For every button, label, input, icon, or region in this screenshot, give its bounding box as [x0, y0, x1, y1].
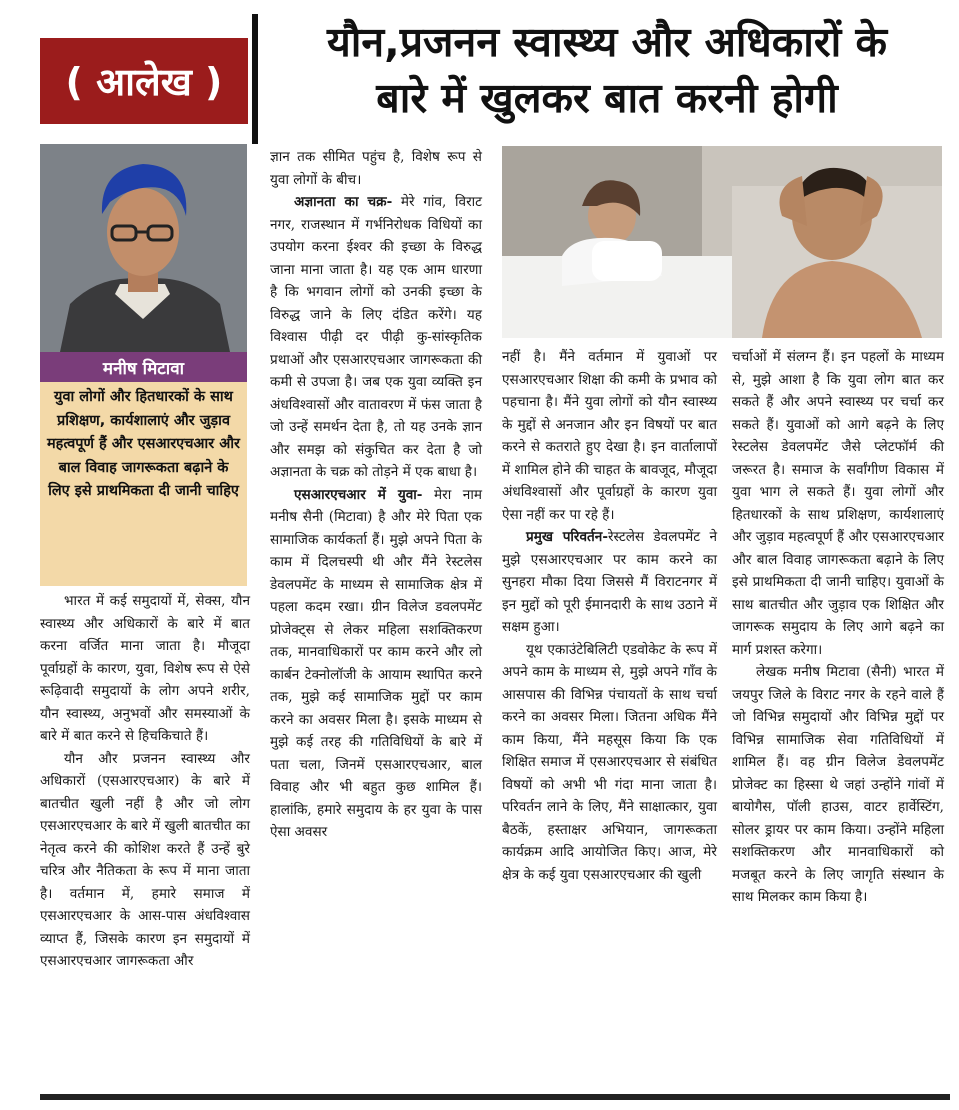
author-name: मनीष मिटावा — [102, 358, 185, 379]
paragraph: यूथ एकाउंटेबिलिटी एडवोकेट के रूप में अपने काम के माध्यम से, मुझे अपने गाँव के आसपास की विभिन्न पंचायतों के साथ चर्चा करने का अवसर मिला। जितना अधिक मैंने काम किया, मैंने महसूस किया कि एक शिक्षित समाज में एसआरएचआर से संबंधित विषयों को अभी भी गंदा माना जाता है। परिवर्तन लाने के लिए, मैंने साक्षात्कार, युवा बैठकें, हस्ताक्षर अभियान, जागरूकता कार्यक्रम आदि आयोजित किए। आज, मेरे क्षेत्र के कई युवा एसआरएचआर की खुली — [502, 641, 717, 883]
pull-quote — [40, 382, 247, 586]
headline-line-1: यौन,प्रजनन स्वास्थ्य और अधिकारों के — [326, 18, 888, 66]
paragraph: भारत में कई समुदायों में, सेक्स, यौन स्वास्थ्य और अधिकारों के बारे में बात करना वर्जित माना जाता है। मौजूदा पूर्वाग्रहों के कारण, युवा, विशेष रूप से ऐसे रूढ़िवादी समुदायों के लोग अपने शरीर, यौन स्वास्थ्य, अनुभवों और समस्याओं के बारे में बात करने से हिचकिचाते हैं। — [40, 593, 250, 744]
section-tag — [40, 38, 248, 124]
article-column-4 — [732, 346, 944, 909]
paragraph — [270, 191, 482, 484]
pull-quote-text: युवा लोगों और हितधारकों के साथ प्रशिक्षण, कार्यशालाएं और जुड़ाव महत्वपूर्ण हैं और एसआरएचआर और बाल विवाह जागरूकता बढ़ाने के लिए इसे प्राथमिकता दी जानी चाहिए — [47, 389, 240, 499]
paragraph: चर्चाओं में संलग्न हैं। इन पहलों के माध्यम से, मुझे आशा है कि युवा लोग बात कर सकते हैं और अपने स्वास्थ्य पर चर्चा कर सकते हैं। युवाओं को आगे बढ़ने के लिए रेस्टलेस डेवलपमेंट जैसे प्लेटफॉर्म की जरूरत है। समाज के सर्वांगीण विकास में युवा भाग ले सकते हैं। युवा लोगों और हितधारकों के साथ प्रशिक्षण, कार्यशालाएं और जुड़ाव महत्वपूर्ण हैं और एसआरएचआर और बाल विवाह जागरूकता बढ़ाने के लिए इसे प्राथमिकता दी जानी चाहिए। युवाओं के साथ बातचीत और जुड़ाव एक शिक्षित और जागरूक समुदाय के लिए आगे बढ़ने का मार्ग प्रशस्त करेगा। — [732, 349, 945, 658]
article-column-3 — [502, 346, 717, 886]
header-divider — [252, 14, 258, 144]
author-bio: लेखक मनीष मिटावा (सैनी) भारत में जयपुर जिले के विराट नगर के रहने वाले हैं जो विभिन्न समुदायों और विभिन्न मुद्दों पर विभिन्न सामाजिक सेवा गतिविधियों में शामिल हैं। वह ग्रीन विलेज डेवलपमेंट प्रोजेक्ट का हिस्सा थे जहां उन्होंने गांवों में बायोगैस, पॉली हाउस, वाटर हार्वेस्टिंग, सोलर ड्रायर पर काम किया। उन्होंने महिला सशक्तिकरण और मानवाधिकारों को मजबूत करने के लिए जागृति संस्थान के साथ मिलकर काम किया है। — [732, 664, 944, 905]
article-photo — [502, 146, 942, 338]
paragraph — [502, 526, 717, 639]
author-photo — [40, 144, 247, 352]
paragraph: ज्ञान तक सीमित पहुंच है, विशेष रूप से युवा लोगों के बीच। — [270, 149, 482, 188]
paragraph: नहीं है। मैंने वर्तमान में युवाओं पर एसआरएचआर शिक्षा की कमी के प्रभाव को पहचाना है। मैंने युवा लोगों को यौन स्वास्थ्य के मुद्दों से अनजान और इन विषयों पर बात करने से कतराते हुए देखा है। इन वार्तालापों में शामिल होने की चाहत के बावजूद, मौजूदा अंधविश्वासों और पूर्वाग्रहों के कारण युवा ऐसा नहीं कर पा रहे हैं। — [502, 349, 717, 523]
section-tag-label: ( आलेख ) — [65, 60, 223, 104]
bottom-divider — [40, 1094, 950, 1100]
article-column-2 — [270, 146, 482, 844]
paragraph — [270, 484, 482, 844]
subheading: एसआरएचआर में युवा- — [294, 486, 423, 503]
paragraph: यौन और प्रजनन स्वास्थ्य और अधिकारों (एसआरएचआर) के बारे में बातचीत खुली नहीं है और जो लोग एसआरएचआर के बारे में खुली बातचीत का नेतृत्व करने की कोशिश करते हैं उन्हें बुरे चरित्र और नैतिकता के रूप में माना जाता है। वर्तमान में, हमारे समाज में एसआरएचआर के आस-पास अंधविश्वास व्याप्त हैं, जिसके कारण इन समुदायों में एसआरएचआर जागरूकता और — [40, 750, 250, 969]
author-name-bar — [40, 352, 247, 382]
subheading: प्रमुख परिवर्तन- — [526, 529, 608, 545]
headline — [262, 14, 952, 134]
article-column-1 — [40, 590, 250, 973]
headline-line-2: बारे में खुलकर बात करनी होगी — [376, 74, 838, 122]
subheading: अज्ञानता का चक्र- — [294, 194, 393, 210]
paragraph-text: रेस्टलेस डेवलपमेंट ने मुझे एसआरएचआर पर काम करने का सुनहरा मौका दिया जिससे मैं विराटनगर में इन मुद्दों को पूरी ईमानदारी के साथ उठाने में सक्षम हुआ। — [502, 529, 717, 635]
paragraph-text: मेरे गांव, विराट नगर, राजस्थान में गर्भनिरोधक विधियों का उपयोग करना ईश्वर की इच्छा के विरुद्ध जाना माना जाता है। यह एक आम धारणा है कि भगवान लोगों को उनकी इच्छा के विरुद्ध जाने के लिए दंडित करेंगे। यह विश्वास पीढ़ी दर पीढ़ी कु-सांस्कृतिक प्रथाओं और एसआरएचआर जागरूकता की कमी से उपजा है। जब एक युवा व्यक्ति इन अंधविश्वासों और वातावरण में फंस जाता है जो उन्हें समर्थन देता है, तो यह उनके ज्ञान और समझ को संकुचित कर देता है जो अज्ञानता के चक्र को तोड़ने में एक बाधा है। — [270, 194, 483, 480]
paragraph-text: मेरा नाम मनीष सैनी (मिटावा) है और मेरे पिता एक सामाजिक कार्यकर्ता हैं। मुझे अपने पिता के काम में दिलचस्पी थी और मैंने रेस्टलेस डेवलपमेंट के माध्यम से सामाजिक क्षेत्र में पहला कदम रखा। ग्रीन विलेज डवलपमेंट प्रोजेक्ट्स से लेकर महिला सशक्तिकरण तक, मानवाधिकारों पर काम करने और लो कार्बन टेक्नोलॉजी के आयाम स्थापित करने तक, मुझे कई सामाजिक मुद्दों पर काम करने का अवसर मिला है। इसके माध्यम से मुझे कई तरह की गतिविधियों के बारे में पता चला, जिनमें एसआरएचआर, बाल विवाह और भी बहुत कुछ शामिल हैं। हालांकि, हमारे समुदाय के हर युवा के पास ऐसा अवसर — [270, 486, 482, 840]
